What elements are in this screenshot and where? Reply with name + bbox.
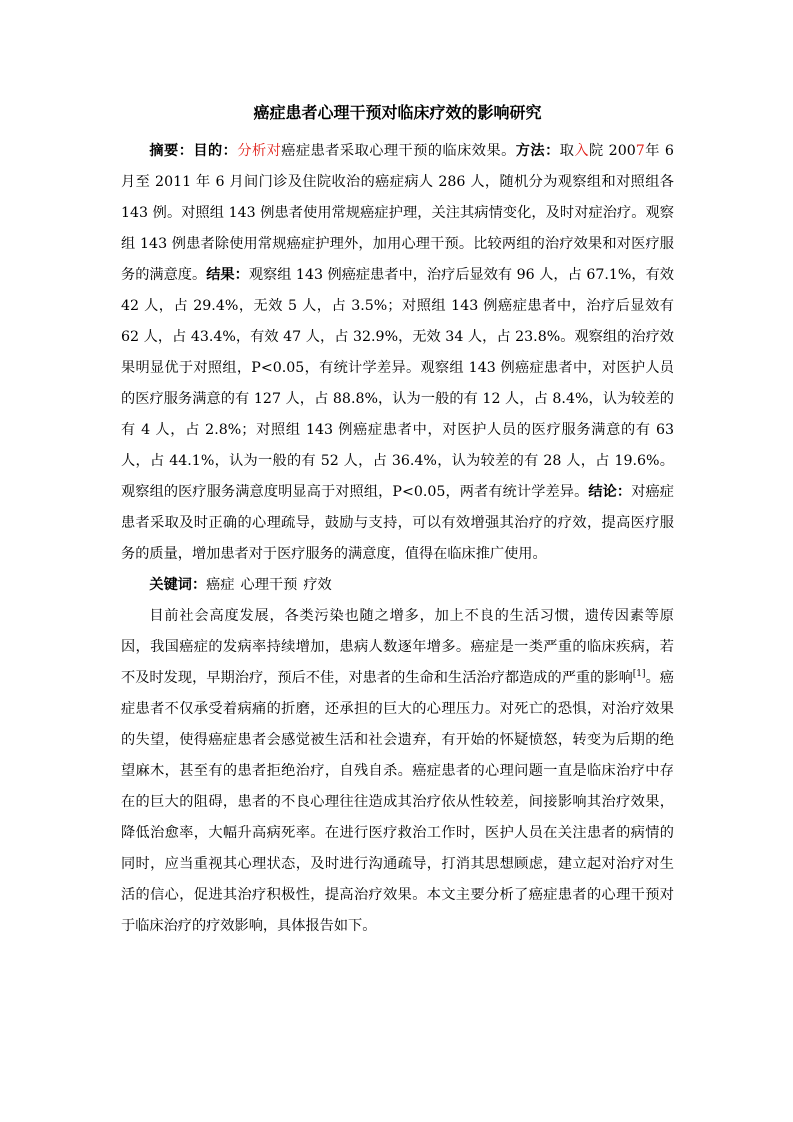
- purpose-highlight: 分析对: [237, 143, 282, 159]
- method-highlight-1: 入: [574, 143, 590, 159]
- body-text-continued: 。癌症患者不仅承受着病痛的折磨，还承担的巨大的心理压力。对死亡的恐惧，对治疗效果的失望，使得癌症患者会感觉被生活和社会遗弃，有开始的怀疑愤怒，转变为后期的绝望麻木，甚至有的患者拒绝治疗，自残自杀。癌症患者的心理问题一直是临床治疗中存在的巨大的阻碍，患者的不良心理往往造成其治疗依从性较差，间接影响其治疗效果，降低治愈率，大幅升高病死率。在进行医疗救治工作时，医护人员在关注患者的病情的同时，应当重视其心理状态，及时进行沟通疏导，打消其思想顾虑，建立起对治疗对生活的信心，促进其治疗积极性，提高治疗效果。本文主要分析了癌症患者的心理干预对于临床治疗的疗效影响，具体报告如下。: [121, 670, 674, 934]
- keyword-item: 心理干预: [240, 577, 298, 593]
- result-label: 结果：: [206, 267, 249, 283]
- keywords-line: [121, 570, 674, 601]
- result-text: 观察组 143 例癌症患者中，治疗后显效有 96 人，占 67.1%，有效 42 人，占 29.4%，无效 5 人，占 3.5%；对照组 143 例癌症患者中，治疗后显效有 62 人，占 43.4%，有效 47 人，占 32.9%，无效 34 人，占 23.8%。观察组的治疗效果明显优于对照组，P<0.05，有统计学差异。观察组 143 例癌症患者中，对医护人员的医疗服务满意的有 127 人，占 88.8%，认为一般的有 12 人，占 8.4%，认为较差的有 4 人，占 2.8%；对照组 143 例癌症患者中，对医护人员的医疗服务满意的有 63 人，占 44.1%，认为一般的有 52 人，占 36.4%，认为较差的有 28 人，占 19.6%。观察组的医疗服务满意度明显高于对照组，P<0.05，两者有统计学差异。: [121, 267, 674, 500]
- body-paragraph: [121, 601, 674, 942]
- purpose-text: 癌症患者采取心理干预的临床效果。: [281, 143, 516, 159]
- method-text: 年 6 月至 2011 年 6 月间门诊及住院收治的癌症病人 286 人，随机分为观察组和对照组各 143 例。对照组 143 例患者使用常规癌症护理，关注其病情变化，及时对症治疗。观察组 143 例患者除使用常规癌症护理外，加用心理干预。比较两组的治疗效果和对医疗服务的满意度。: [121, 143, 674, 283]
- abstract-label: 摘要：: [149, 143, 194, 159]
- method-text-mid: 院 200: [589, 143, 636, 159]
- method-label: 方法：: [515, 143, 560, 159]
- method-highlight-2: 7: [635, 143, 645, 159]
- paper-title: 癌症患者心理干预对临床疗效的影响研究: [253, 103, 542, 122]
- document-content: [121, 102, 674, 942]
- purpose-label: 目的：: [193, 143, 238, 159]
- keyword-item: 癌症: [206, 577, 235, 593]
- keywords-label: 关键词：: [149, 577, 207, 593]
- method-text-pre: 取: [559, 143, 575, 159]
- abstract-paragraph: [121, 136, 674, 570]
- conclusion-label: 结论：: [588, 484, 632, 500]
- conclusion-text: 对癌症患者采取及时正确的心理疏导，鼓励与支持，可以有效增强其治疗的疗效，提高医疗服务的质量，增加患者对于医疗服务的满意度，值得在临床推广使用。: [121, 484, 674, 562]
- keyword-item: 疗效: [303, 577, 332, 593]
- body-text: 目前社会高度发展，各类污染也随之增多，加上不良的生活习惯，遗传因素等原因，我国癌症的发病率持续增加，患病人数逐年增多。癌症是一类严重的临床疾病，若不及时发现，早期治疗，预后不佳，对患者的生命和生活治疗都造成的严重的影响: [121, 608, 674, 686]
- citation-ref[interactable]: [1]: [632, 669, 646, 679]
